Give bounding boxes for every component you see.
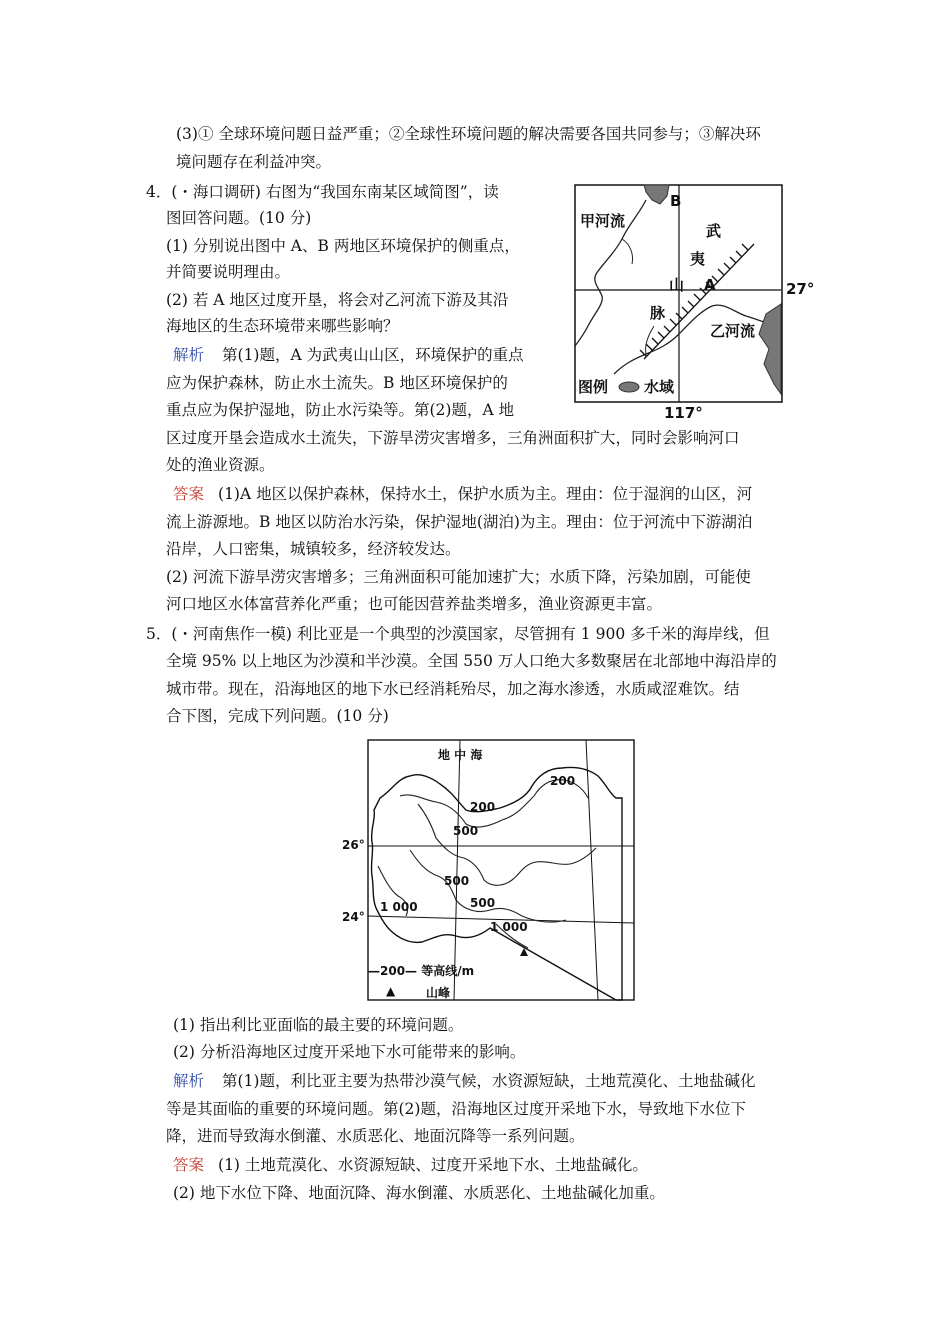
answer-text: (1) 土地荒漠化、水资源短缺、过度开采地下水、土地盐碱化。 — [218, 1156, 648, 1174]
text-line: 重点应为保护湿地，防止水污染等。第(2)题，A 地 — [166, 401, 515, 419]
text-line: 降，进而导致海水倒灌、水质恶化、地面沉降等一系列问题。 — [166, 1127, 585, 1145]
text-line: 河口地区水体富营养化严重；也可能因营养盐类增多，渔业资源更丰富。 — [166, 595, 663, 613]
text-line: 应为保护森林，防止水土流失。B 地区环境保护的 — [166, 374, 508, 392]
text-line: (2) 若 A 地区过度开垦，将会对乙河流下游及其沿 — [166, 291, 509, 309]
text-line: 海地区的生态环境带来哪些影响？ — [166, 317, 399, 335]
text-line: (1) 指出利比亚面临的最主要的环境问题。 — [173, 1016, 464, 1034]
answer-text: (1)A 地区以保护森林，保持水土，保护水质为主。理由：位于湿润的山区，河 — [218, 485, 753, 503]
shan-label: 山 — [669, 276, 685, 294]
water-label: 水域 — [644, 378, 675, 396]
contour-1000-a: 1 000 — [380, 900, 418, 914]
a-label: A — [704, 276, 716, 294]
contour-500-b: 500 — [444, 874, 470, 888]
analysis-text: 第(1)题，A 为武夷山山区，环境保护的重点 — [222, 346, 524, 364]
question-4-header: 4．(・海口调研) 右图为“我国东南某区域简图”，读 — [146, 183, 499, 201]
answer-line — [173, 484, 752, 504]
text-line: (1) 分别说出图中 A、B 两地区环境保护的侧重点， — [166, 237, 520, 255]
text-line: (3)① 全球环境问题日益严重；②全球性环境问题的解决需要各国共同参与；③解决环 — [176, 125, 761, 143]
answer-line — [173, 1155, 648, 1175]
contour-500-c: 500 — [470, 896, 496, 910]
contour-200-b: 200 — [470, 800, 496, 814]
libya-contour-map — [340, 738, 640, 1003]
lon-117-label: 117° — [664, 404, 703, 422]
text-line: 并简要说明理由。 — [166, 263, 291, 281]
southeast-region-map — [574, 184, 824, 424]
lat-26-label: 26° — [342, 838, 365, 852]
text-line: 图回答问题。(10 分) — [166, 209, 312, 227]
contour-200-a: 200 — [550, 774, 576, 788]
legend-label: 图例 — [578, 378, 609, 396]
contour-1000-b: 1 000 — [490, 920, 528, 934]
wu-label: 武 — [706, 222, 722, 240]
question-5-header: 5．(・河南焦作一模) 利比亚是一个典型的沙漠国家，尽管拥有 1 900 多千米的海岸线，但 — [146, 625, 770, 643]
text-line: (2) 地下水位下降、地面沉降、海水倒灌、水质恶化、土地盐碱化加重。 — [173, 1184, 665, 1202]
legend-contour: —200— 等高线/m — [368, 964, 475, 978]
analysis-label: 解析 — [173, 346, 205, 364]
legend-peak-label: 山峰 — [426, 986, 451, 1000]
text-line: 城市带。现在，沿海地区的地下水已经消耗殆尽，加之海水渗透，水质咸涩难饮。结 — [166, 680, 740, 698]
contour-500-a: 500 — [453, 824, 479, 838]
yi-river-label: 乙河流 — [710, 322, 756, 340]
text-line: 处的渔业资源。 — [166, 456, 275, 474]
text-line: (2) 河流下游旱涝灾害增多；三角洲面积可能加速扩大；水质下降，污染加剧，可能使 — [166, 568, 751, 586]
text-line: 境问题存在利益冲突。 — [176, 153, 332, 171]
text-line: 合下图，完成下列问题。(10 分) — [166, 707, 389, 725]
legend-peak-symbol: ▲ — [386, 984, 396, 998]
text-line: 流上游源地。B 地区以防治水污染，保护湿地(湖泊)为主。理由：位于河流中下游湖泊 — [166, 513, 753, 531]
text-line: 等是其面临的重要的环境问题。第(2)题，沿海地区过度开采地下水，导致地下水位下 — [166, 1100, 746, 1118]
jia-river-label: 甲河流 — [580, 212, 626, 230]
analysis-text: 第(1)题，利比亚主要为热带沙漠气候，水资源短缺，土地荒漠化、土地盐碱化 — [222, 1072, 756, 1090]
text-line: 区过度开垦会造成水土流失，下游旱涝灾害增多，三角洲面积扩大，同时会影响河口 — [166, 429, 740, 447]
answer-label: 答案 — [173, 485, 205, 503]
lat-24-label: 24° — [342, 910, 365, 924]
answer-label: 答案 — [173, 1156, 205, 1174]
text-line: 沿岸，人口密集，城镇较多，经济较发达。 — [166, 540, 461, 558]
b-label: B — [670, 192, 682, 210]
analysis-line — [173, 345, 524, 365]
text-line: 全境 95% 以上地区为沙漠和半沙漠。全国 550 万人口绝大多数聚居在北部地中海沿岸的 — [166, 652, 777, 670]
mediterranean-label: 地 中 海 — [438, 748, 483, 762]
analysis-label: 解析 — [173, 1072, 205, 1090]
text-line: (2) 分析沿海地区过度开采地下水可能带来的影响。 — [173, 1043, 526, 1061]
mai-label: 脉 — [650, 304, 666, 322]
analysis-line — [173, 1071, 755, 1091]
lat-27-label: 27° — [786, 280, 815, 298]
yi-label: 夷 — [690, 250, 706, 268]
